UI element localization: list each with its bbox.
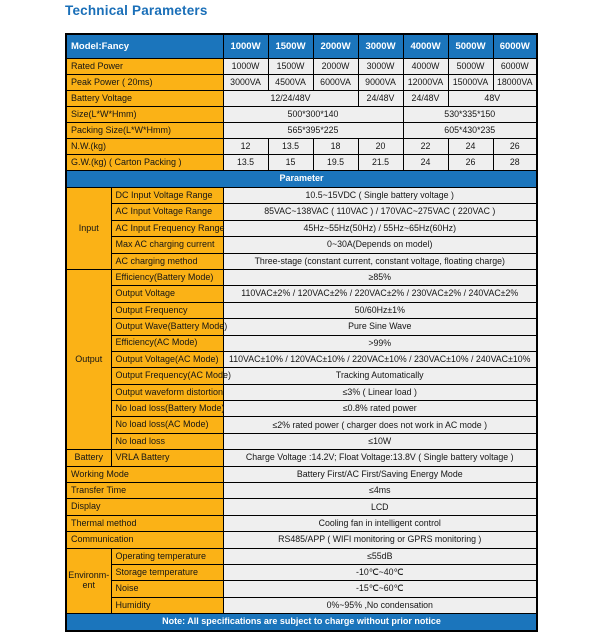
table-row	[66, 450, 537, 466]
group-cell-environm-ent: Environm-ent	[66, 548, 111, 614]
param-value-cell: ≤3% ( Linear load )	[223, 384, 537, 400]
spec-value-cell: 500*300*140	[223, 107, 403, 123]
param-label-cell: Max AC charging current	[111, 237, 223, 253]
param-value-cell: Charge Voltage :14.2V; Float Voltage:13.8V ( Single battery voltage )	[223, 450, 537, 466]
param-value-cell: -15℃~60℃	[223, 581, 537, 597]
param-value-cell: ≥85%	[223, 269, 537, 285]
param-label-cell: Working Mode	[66, 466, 223, 482]
param-label-cell: Output Voltage	[111, 286, 223, 302]
spec-value-cell: 20	[358, 139, 403, 155]
column-header: 6000W	[493, 34, 537, 59]
table-row	[66, 548, 537, 564]
param-value-cell: ≤2% rated power ( charger does not work in AC mode )	[223, 417, 537, 433]
param-label-cell: Output Frequency(AC Mode)	[111, 368, 223, 384]
param-label-cell: VRLA Battery	[111, 450, 223, 466]
param-value-cell: 0%~95% ,No condensation	[223, 597, 537, 613]
spec-value-cell: 3000W	[358, 59, 403, 75]
param-label-cell: Communication	[66, 532, 223, 548]
param-label-cell: Efficiency(AC Mode)	[111, 335, 223, 351]
spec-value-cell: 6000VA	[313, 75, 358, 91]
spec-row-label: N.W.(kg)	[66, 139, 223, 155]
table-row	[66, 171, 537, 188]
group-cell-input: Input	[66, 188, 111, 270]
spec-value-cell: 15	[268, 155, 313, 171]
param-value-cell: LCD	[223, 499, 537, 515]
spec-value-cell: 15000VA	[448, 75, 493, 91]
table-row	[66, 368, 537, 384]
param-value-cell: 110VAC±2% / 120VAC±2% / 220VAC±2% / 230VAC±2% / 240VAC±2%	[223, 286, 537, 302]
spec-value-cell: 19.5	[313, 155, 358, 171]
spec-value-cell: 2000W	[313, 59, 358, 75]
table-row	[66, 253, 537, 269]
param-label-cell: AC Input Frequency Range	[111, 220, 223, 236]
param-value-cell: 50/60Hz±1%	[223, 302, 537, 318]
param-label-cell: Output waveform distortion	[111, 384, 223, 400]
param-value-cell: ≤10W	[223, 433, 537, 449]
table-row	[66, 123, 537, 139]
technical-parameters-table	[65, 33, 538, 632]
spec-value-cell: 21.5	[358, 155, 403, 171]
table-row	[66, 483, 537, 499]
spec-row-label: G.W.(kg) ( Carton Packing )	[66, 155, 223, 171]
group-cell-output: Output	[66, 269, 111, 449]
table-row	[66, 597, 537, 613]
param-label-cell: Efficiency(Battery Mode)	[111, 269, 223, 285]
param-value-cell: 110VAC±10% / 120VAC±10% / 220VAC±10% / 230VAC±10% / 240VAC±10%	[223, 351, 537, 367]
spec-value-cell: 6000W	[493, 59, 537, 75]
page-title: Technical Parameters	[65, 3, 208, 18]
spec-row-label: Peak Power ( 20ms)	[66, 75, 223, 91]
param-label-cell: Display	[66, 499, 223, 515]
spec-row-label: Packing Size(L*W*Hmm)	[66, 123, 223, 139]
spec-value-cell: 26	[448, 155, 493, 171]
spec-row-label: Battery Voltage	[66, 91, 223, 107]
param-label-cell: Storage temperature	[111, 564, 223, 580]
table-row	[66, 532, 537, 548]
spec-value-cell: 4000W	[403, 59, 448, 75]
param-label-cell: Operating temperature	[111, 548, 223, 564]
param-value-cell: 10.5~15VDC ( Single battery voltage )	[223, 188, 537, 204]
table-row	[66, 351, 537, 367]
param-value-cell: 0~30A(Depends on model)	[223, 237, 537, 253]
param-value-cell: RS485/APP ( WIFI monitoring or GPRS monitoring )	[223, 532, 537, 548]
param-value-cell: 45Hz~55Hz(50Hz) / 55Hz~65Hz(60Hz)	[223, 220, 537, 236]
spec-value-cell: 22	[403, 139, 448, 155]
param-label-cell: No load loss	[111, 433, 223, 449]
param-value-cell: Tracking Automatically	[223, 368, 537, 384]
table-row	[66, 188, 537, 204]
param-label-cell: No load loss(Battery Mode)	[111, 401, 223, 417]
spec-value-cell: 3000VA	[223, 75, 268, 91]
param-label-cell: No load loss(AC Mode)	[111, 417, 223, 433]
param-label-cell: Noise	[111, 581, 223, 597]
spec-value-cell: 605*430*235	[403, 123, 537, 139]
spec-value-cell: 9000VA	[358, 75, 403, 91]
group-cell-battery: Battery	[66, 450, 111, 466]
spec-value-cell: 530*335*150	[403, 107, 537, 123]
note-banner: Note: All specifications are subject to charge without prior notice	[66, 614, 537, 632]
spec-value-cell: 1000W	[223, 59, 268, 75]
table-row	[66, 614, 537, 632]
spec-value-cell: 4500VA	[268, 75, 313, 91]
spec-value-cell: 24/48V	[403, 91, 448, 107]
table-row	[66, 220, 537, 236]
column-header: 1000W	[223, 34, 268, 59]
spec-value-cell: 24	[448, 139, 493, 155]
table-row	[66, 155, 537, 171]
table-row	[66, 319, 537, 335]
parameter-banner: Parameter	[66, 171, 537, 188]
table-row	[66, 384, 537, 400]
model-header-cell: Model:Fancy	[66, 34, 223, 59]
param-label-cell: Output Frequency	[111, 302, 223, 318]
param-value-cell: Pure Sine Wave	[223, 319, 537, 335]
table-row	[66, 581, 537, 597]
table-row	[66, 302, 537, 318]
param-value-cell: Cooling fan in intelligent control	[223, 515, 537, 531]
param-value-cell: ≤0.8% rated power	[223, 401, 537, 417]
param-label-cell: AC charging method	[111, 253, 223, 269]
spec-value-cell: 12000VA	[403, 75, 448, 91]
table-row	[66, 335, 537, 351]
spec-value-cell: 13.5	[223, 155, 268, 171]
param-label-cell: Output Voltage(AC Mode)	[111, 351, 223, 367]
spec-row-label: Size(L*W*Hmm)	[66, 107, 223, 123]
param-label-cell: Transfer Time	[66, 483, 223, 499]
spec-value-cell: 24	[403, 155, 448, 171]
param-value-cell: >99%	[223, 335, 537, 351]
table-row	[66, 269, 537, 285]
param-value-cell: ≤55dB	[223, 548, 537, 564]
table-row	[66, 401, 537, 417]
table-row	[66, 59, 537, 75]
column-header: 5000W	[448, 34, 493, 59]
param-value-cell: ≤4ms	[223, 483, 537, 499]
table-row	[66, 564, 537, 580]
table-row	[66, 204, 537, 220]
param-value-cell: Battery First/AC First/Saving Energy Mode	[223, 466, 537, 482]
param-label-cell: DC Input Voltage Range	[111, 188, 223, 204]
column-header: 3000W	[358, 34, 403, 59]
column-header: 1500W	[268, 34, 313, 59]
table-row	[66, 75, 537, 91]
spec-value-cell: 12/24/48V	[223, 91, 358, 107]
spec-value-cell: 18000VA	[493, 75, 537, 91]
table-row	[66, 417, 537, 433]
param-value-cell: -10℃~40℃	[223, 564, 537, 580]
param-label-cell: Humidity	[111, 597, 223, 613]
spec-row-label: Rated Power	[66, 59, 223, 75]
table-row	[66, 237, 537, 253]
table-row	[66, 499, 537, 515]
spec-value-cell: 28	[493, 155, 537, 171]
param-value-cell: Three-stage (constant current, constant voltage, floating charge)	[223, 253, 537, 269]
table-row	[66, 286, 537, 302]
param-label-cell: Thermal method	[66, 515, 223, 531]
table-row	[66, 466, 537, 482]
spec-value-cell: 26	[493, 139, 537, 155]
table-row	[66, 433, 537, 449]
spec-value-cell: 18	[313, 139, 358, 155]
column-header: 2000W	[313, 34, 358, 59]
spec-value-cell: 5000W	[448, 59, 493, 75]
table-row	[66, 34, 537, 59]
spec-value-cell: 12	[223, 139, 268, 155]
param-label-cell: AC Input Voltage Range	[111, 204, 223, 220]
table-row	[66, 107, 537, 123]
spec-value-cell: 565*395*225	[223, 123, 403, 139]
spec-value-cell: 1500W	[268, 59, 313, 75]
spec-value-cell: 13.5	[268, 139, 313, 155]
table-row	[66, 91, 537, 107]
column-header: 4000W	[403, 34, 448, 59]
param-label-cell: Output Wave(Battery Mode)	[111, 319, 223, 335]
table-row	[66, 515, 537, 531]
param-value-cell: 85VAC~138VAC ( 110VAC ) / 170VAC~275VAC ( 220VAC )	[223, 204, 537, 220]
spec-value-cell: 48V	[448, 91, 537, 107]
spec-value-cell: 24/48V	[358, 91, 403, 107]
table-row	[66, 139, 537, 155]
